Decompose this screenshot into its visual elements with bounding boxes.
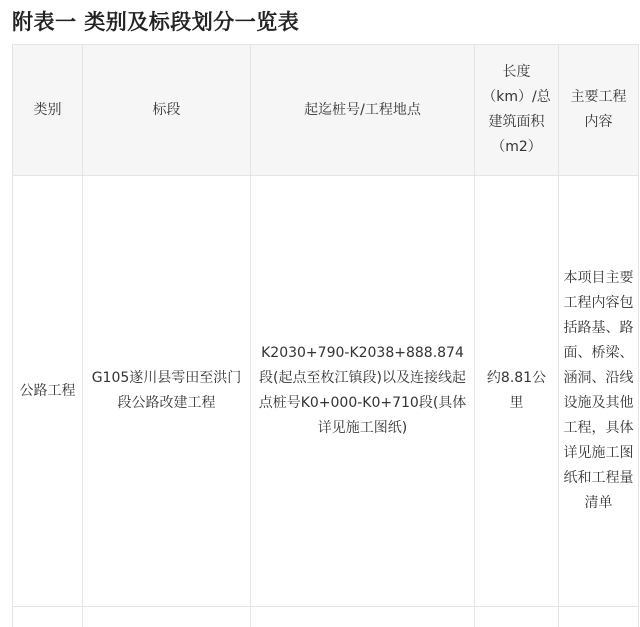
header-length: 长度（km）/总建筑面积（m2） [475,45,559,176]
section-table-container [12,44,638,627]
page-title: 附表一 类别及标段划分一览表 [12,6,299,38]
cell-length: 约8.81公里 [475,176,559,607]
cell-station: K2030+790-K2038+888.874段(起点至枚江镇段)以及连接线起点桩号K0+000-K0+710段(具体详见施工图纸) [251,176,475,607]
section-table [12,44,639,627]
header-station: 起迄桩号/工程地点 [251,45,475,176]
header-content: 主要工程内容 [559,45,639,176]
cell-category: 公路工程 [13,176,83,607]
header-category: 类别 [13,45,83,176]
cell-empty [83,607,251,627]
cell-empty [251,607,475,627]
cell-empty [559,607,639,627]
cell-empty [475,607,559,627]
table-row [13,176,639,607]
cell-section: G105遂川县雩田至洪门段公路改建工程 [83,176,251,607]
header-section: 标段 [83,45,251,176]
table-row-partial [13,607,639,627]
cell-content: 本项目主要工程内容包括路基、路面、桥梁、涵洞、沿线设施及其他工程，具体详见施工图纸和工程量清单 [559,176,639,607]
table-header-row [13,45,639,176]
cell-empty [13,607,83,627]
